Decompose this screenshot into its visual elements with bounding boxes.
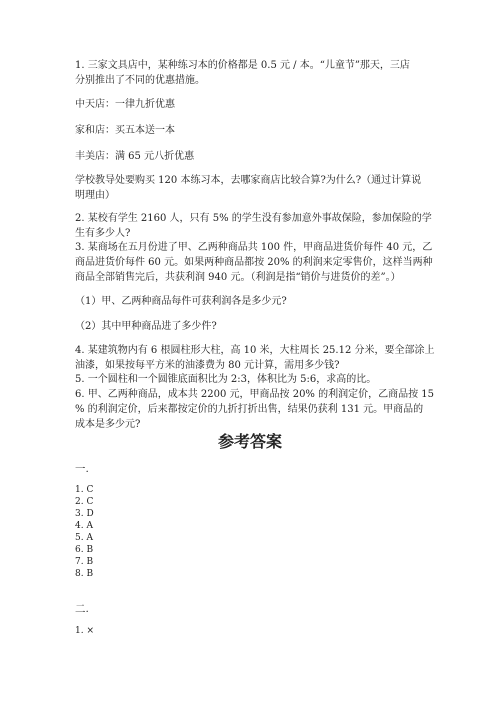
q1-question-line2: 明理由） <box>75 190 115 201</box>
q5-text-line1: 5. 一个圆柱和一个圆锥底面积比为 2:3，体积比为 5:6，求高的比。 <box>75 374 377 385</box>
choice-answer-3: 3. D <box>75 509 94 519</box>
section-one-heading: 一. <box>75 463 89 475</box>
store-b-offer: 家和店：买五本送一本 <box>75 125 175 136</box>
q2-text-line2: 生有多少人? <box>75 228 131 239</box>
q3-subquestion-1: （1）甲、乙两种商品每件可获利润各是多少元? <box>75 296 287 307</box>
q1-question-line1: 学校教导处要购买 120 本练习本，去哪家商店比较合算?为什么?（通过计算说 <box>75 175 422 186</box>
store-c-offer: 丰美店：满 65 元八折优惠 <box>75 151 195 162</box>
q2-text-line1: 2. 某校有学生 2160 人，只有 5% 的学生没有参加意外事故保险，参加保险的学 <box>75 213 432 224</box>
q3-text-line2: 商品进货价每件 60 元。如果两种商品都按 20% 的利润来定零售价，这样当两种 <box>75 257 433 268</box>
choice-answer-7: 7. B <box>75 557 94 567</box>
choice-answer-4: 4. A <box>75 521 93 531</box>
q1-text-line2: 分别推出了不同的优惠措施。 <box>75 75 205 86</box>
q6-text-line2: % 的利润定价，后来都按定价的九折打折出售，结果仍获利 131 元。甲商品的 <box>75 404 424 415</box>
q3-text-line1: 3. 某商场在五月份进了甲、乙两种商品共 100 件，甲商品进货价每件 40 元，乙 <box>75 242 433 253</box>
choice-answer-6: 6. B <box>75 545 94 555</box>
choice-answer-2: 2. C <box>75 497 94 507</box>
section-two-heading: 二. <box>75 603 89 615</box>
store-a-offer: 中天店：一律九折优惠 <box>75 99 175 110</box>
q1-text-line1: 1. 三家文具店中，某种练习本的价格都是 0.5 元 / 本。“儿童节”那天，三店 <box>75 60 410 71</box>
choice-answer-8: 8. B <box>75 569 94 579</box>
q6-text-line3: 成本是多少元? <box>75 419 141 430</box>
q4-text-line1: 4. 某建筑物内有 6 根圆柱形大柱，高 10 米，大柱周长 25.12 分米，要全部涂上 <box>75 345 435 356</box>
q3-subquestion-2: （2）其中甲种商品进了多少件? <box>75 321 217 332</box>
true-false-answer-1: 1. × <box>75 626 94 636</box>
q6-text-line1: 6. 甲、乙两种商品，成本共 2200 元，甲商品按 20% 的利润定价，乙商品按 15 <box>75 389 435 400</box>
choice-answer-5: 5. A <box>75 533 93 543</box>
choice-answer-1: 1. C <box>75 485 94 495</box>
answer-key-title: 参考答案 <box>217 432 282 451</box>
q4-text-line2: 油漆，如果按每平方米的油漆费为 80 元计算，需用多少钱? <box>75 360 340 371</box>
q3-text-line3: 商品全部销售完后，共获利润 940 元。（利润是指“销价与进货价的差”。） <box>75 272 401 283</box>
